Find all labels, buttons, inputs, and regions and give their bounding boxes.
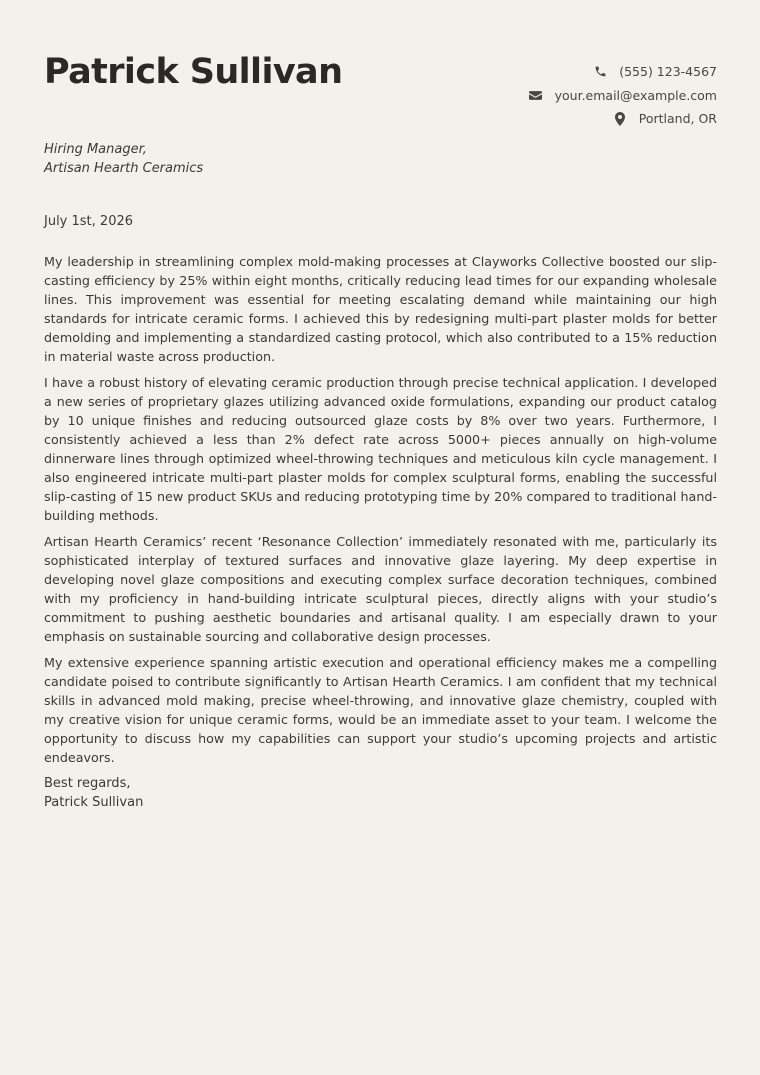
recipient-block	[44, 140, 717, 178]
sender-name: Patrick Sullivan	[44, 52, 343, 92]
contact-location	[529, 107, 717, 131]
recipient-company: Artisan Hearth Ceramics	[44, 161, 204, 176]
letter-closing	[44, 774, 717, 812]
letter-date: July 1st, 2026	[44, 214, 134, 229]
body-paragraph: My leadership in streamlining complex mold-making processes at Clayworks Collective boosted our slip-casting efficiency by 25% within eight months, critically reducing lead times for our expanding wholesale lines. This improvement was essential for meeting escalating demand while maintaining our high standards for intricate ceramic forms. I achieved this by redesigning multi-part plaster molds for better demolding and implementing a standardized casting protocol, which also contributed to a 15% reduction in material waste across production.	[44, 254, 717, 364]
location-text: Portland, OR	[638, 111, 717, 127]
letter-body	[44, 252, 717, 767]
body-paragraph: My extensive experience spanning artistic execution and operational efficiency makes me a compelling candidate poised to contribute significantly to Artisan Hearth Ceramics. I am confident that my technical skills in advanced mold making, precise wheel-throwing, and innovative glaze chemistry, coupled with my creative vision for unique ceramic forms, would be an immediate asset to your team. I welcome the opportunity to discuss how my capabilities can support your studio’s upcoming projects and artistic endeavors.	[44, 655, 717, 765]
contact-email	[529, 84, 717, 108]
envelope-icon	[529, 88, 543, 102]
body-paragraph: I have a robust history of elevating ceramic production through precise technical application. I developed a new series of proprietary glazes utilizing advanced oxide formulations, expanding our product catalog by 10 unique finishes and reducing outsourced glaze costs by 8% over two years. Furthermore, I consistently achieved a less than 2% defect rate across 5000+ pieces annually on high-volume dinnerware lines through optimized wheel-throwing techniques and meticulous kiln cycle management. I also engineered intricate multi-part plaster molds for complex sculptural forms, enabling the successful slip-casting of 15 new product SKUs and reducing prototyping time by 20% compared to traditional hand-building methods.	[44, 375, 717, 523]
letter-header	[44, 0, 717, 134]
recipient-title: Hiring Manager,	[44, 142, 147, 157]
contact-phone	[529, 60, 717, 84]
body-paragraph: Artisan Hearth Ceramics’ recent ‘Resonance Collection’ immediately resonated with me, particularly its sophisticated interplay of textured surfaces and innovative glaze layering. My deep expertise in developing novel glaze compositions and executing complex surface decoration techniques, combined with my proficiency in hand-building intricate sculptural pieces, directly aligns with your studio’s commitment to pushing aesthetic boundaries and artisanal quality. I am especially drawn to your emphasis on sustainable sourcing and collaborative design processes.	[44, 534, 717, 644]
closing-signature: Patrick Sullivan	[44, 795, 144, 810]
map-pin-icon	[613, 112, 627, 126]
phone-text: (555) 123-4567	[619, 64, 717, 80]
email-text: your.email@example.com	[554, 87, 717, 103]
phone-icon	[593, 65, 607, 79]
contact-info	[529, 60, 717, 131]
closing-salutation: Best regards,	[44, 776, 131, 791]
